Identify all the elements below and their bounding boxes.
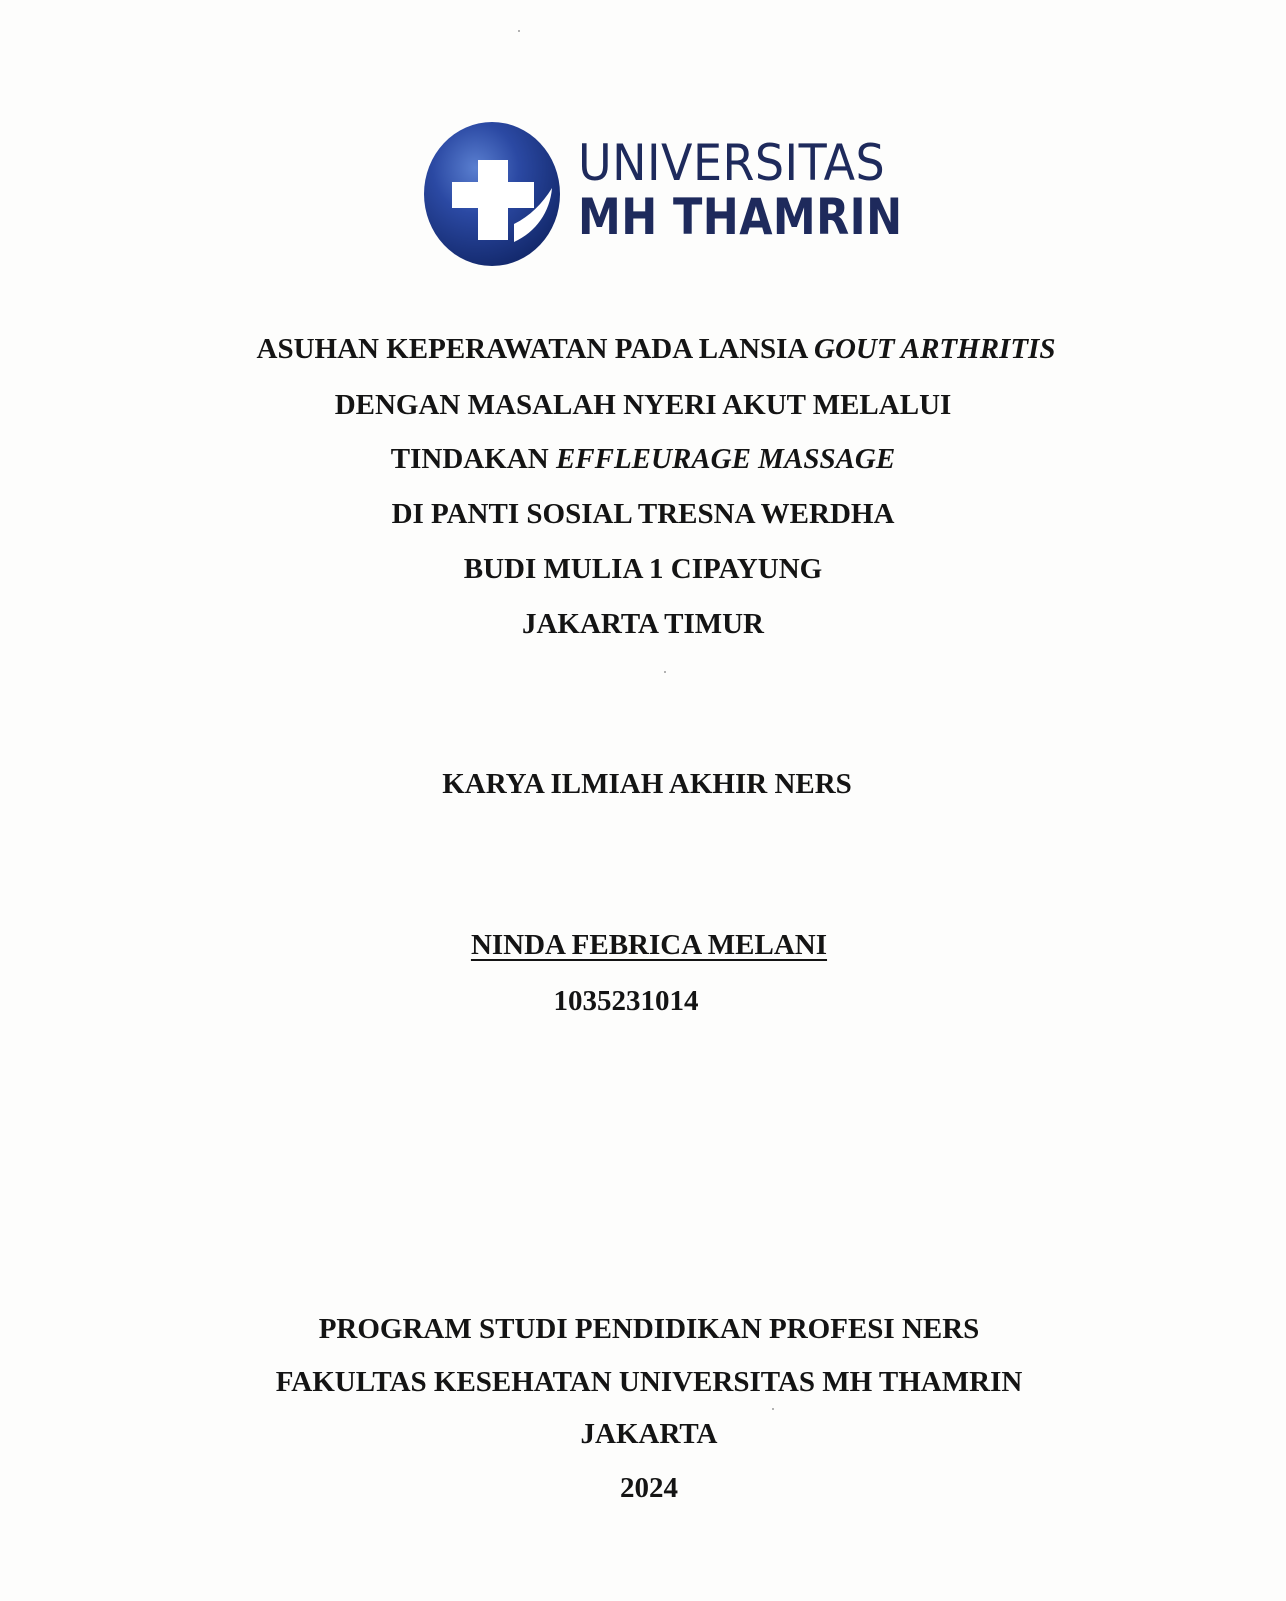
title-line-5: BUDI MULIA 1 CIPAYUNG: [463, 553, 823, 585]
title-line-3: [0, 443, 1286, 476]
university-cross-emblem-icon: [418, 112, 578, 272]
study-program: PROGRAM STUDI PENDIDIKAN PROFESI NERS: [318, 1313, 980, 1345]
title-line-2: DENGAN MASALAH NYERI AKUT MELALUI: [334, 389, 952, 421]
faculty: FAKULTAS KESEHATAN UNIVERSITAS MH THAMRIN: [275, 1366, 1023, 1398]
title-line-4: DI PANTI SOSIAL TRESNA WERDHA: [391, 498, 895, 530]
author-student-id: 1035231014: [553, 985, 699, 1017]
title-line-3-italic: EFFLEURAGE MASSAGE: [555, 443, 896, 475]
title-line-3-prefix: TINDAKAN: [390, 443, 556, 475]
scan-speck: [664, 671, 666, 673]
title-line-1: [13, 333, 1286, 366]
logo-wordmark: [578, 134, 955, 246]
university-logo: [418, 112, 903, 272]
logo-line-mh-thamrin: MH THAMRIN: [578, 188, 903, 246]
city: JAKARTA: [580, 1418, 718, 1450]
logo-line-universitas: UNIVERSITAS: [578, 134, 886, 192]
scan-speck: [772, 1408, 774, 1410]
title-line-1-italic: GOUT ARTHRITIS: [814, 333, 1056, 365]
scan-speck: [518, 30, 520, 32]
author-name: [6, 929, 1286, 962]
year: 2024: [620, 1472, 678, 1504]
author-name-text: NINDA FEBRICA MELANI: [470, 929, 828, 961]
title-line-1-prefix: ASUHAN KEPERAWATAN PADA LANSIA: [256, 333, 815, 365]
document-type: KARYA ILMIAH AKHIR NERS: [442, 768, 852, 800]
title-line-6: JAKARTA TIMUR: [521, 608, 764, 640]
